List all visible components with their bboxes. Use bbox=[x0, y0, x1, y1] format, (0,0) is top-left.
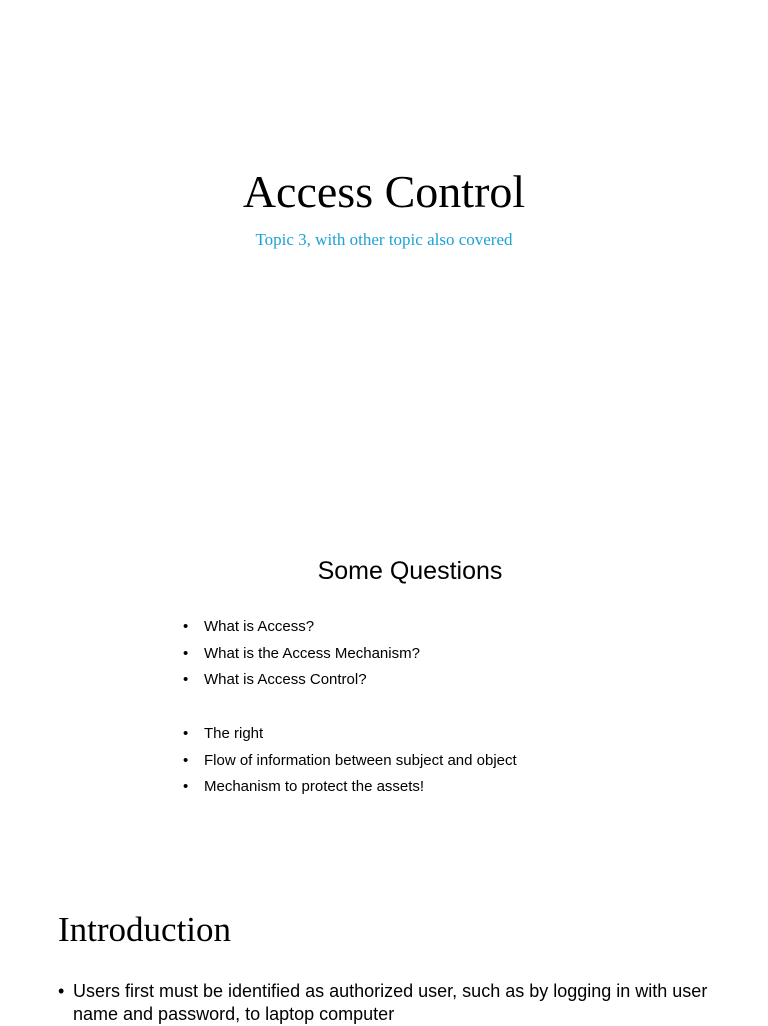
intro-bullet-text: Users first must be identified as authorized user, such as by logging in with user name and password, to laptop computer bbox=[73, 981, 708, 1024]
bullet-icon: • bbox=[183, 778, 189, 796]
list-item bbox=[183, 667, 420, 694]
slide-some-questions bbox=[0, 500, 768, 840]
list-item-text: The right bbox=[204, 725, 264, 742]
bullet-icon: • bbox=[183, 725, 189, 742]
list-item bbox=[183, 614, 420, 641]
bullet-icon: • bbox=[183, 671, 189, 689]
slide-introduction bbox=[0, 880, 768, 1024]
bullet-icon: • bbox=[183, 644, 189, 662]
bullet-icon: • bbox=[58, 981, 65, 1001]
bullet-icon: • bbox=[183, 751, 189, 769]
slide-questions-heading: Some Questions bbox=[317, 557, 503, 585]
list-item-text: What is Access? bbox=[204, 618, 315, 635]
intro-bullet bbox=[58, 980, 728, 1026]
answers-list bbox=[183, 721, 517, 801]
slide-title bbox=[0, 0, 768, 380]
slide-introduction-heading: Introduction bbox=[58, 910, 232, 949]
list-item bbox=[183, 641, 420, 668]
list-item-text: Mechanism to protect the assets! bbox=[204, 778, 425, 796]
list-item-text: What is Access Control? bbox=[204, 671, 367, 689]
list-item bbox=[183, 721, 517, 748]
list-item-text: What is the Access Mechanism? bbox=[204, 644, 420, 662]
bullet-icon: • bbox=[183, 618, 189, 635]
list-item bbox=[183, 774, 517, 801]
slide-title-subtitle: Topic 3, with other topic also covered bbox=[255, 230, 513, 249]
slide-title-heading: Access Control bbox=[242, 166, 526, 217]
questions-list bbox=[183, 614, 420, 694]
list-item-text: Flow of information between subject and object bbox=[204, 751, 517, 769]
list-item bbox=[183, 748, 517, 775]
